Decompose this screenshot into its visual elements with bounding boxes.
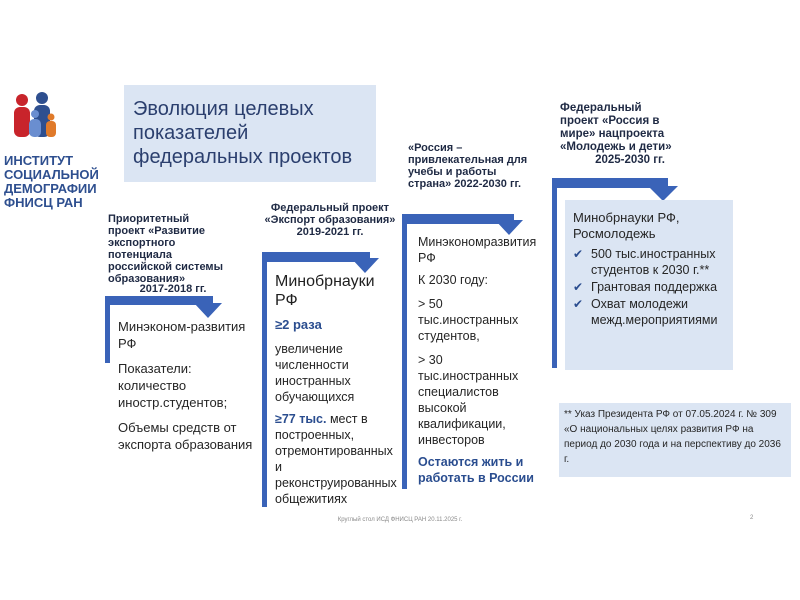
check-icon: ✔ [573, 280, 584, 294]
page-title: Эволюция целевых показателей федеральных проектов [133, 98, 353, 168]
footer-text: Круглый стол ИСД ФНИСЦ РАН 20.11.2025 г. [337, 517, 463, 523]
step4-org: Минобрнауки РФ, Росмолодежь [573, 210, 680, 241]
step2-places-value: ≥77 тыс. [275, 412, 327, 426]
step3-header-line: привлекательная для [408, 154, 528, 166]
step1-header-line: Приоритетный [108, 213, 190, 225]
step3-students: > 50 тыс.иностранных студентов, [418, 297, 519, 343]
list-item [573, 246, 733, 278]
step-arrow-3 [402, 214, 523, 235]
step4-header [560, 102, 700, 167]
step3-header-line: учебы и работы [408, 166, 497, 178]
step2-growth-text: увеличение численности иностранных обучающихся [275, 342, 355, 404]
step4-header-line: Федеральный [560, 102, 642, 114]
step1-header-line: образования» [108, 273, 186, 285]
step4-body [573, 210, 733, 329]
step1-header-line: российской системы [108, 261, 223, 273]
step2-period: 2019-2021 гг. [296, 226, 364, 238]
step1-body [118, 318, 253, 453]
check-icon: ✔ [573, 247, 584, 261]
step2-places-text: мест в построенных, отремонтированных и реконструированных общежитиях [275, 412, 397, 506]
list-item-text: Охват молодежи межд.мероприятиями [591, 297, 718, 327]
step4-period: 2025-2030 гг. [595, 154, 665, 166]
check-icon: ✔ [573, 297, 584, 311]
footnote: ** Указ Президента РФ от 07.05.2024 г. № 309 «О национальных целях развития РФ на период до 2030 года и на перспективу до 2036 г. [564, 409, 781, 465]
step4-header-line: «Молодежь и дети» [560, 141, 672, 153]
page-number: 2 [750, 515, 754, 521]
step1-header-line: экспортного [108, 237, 176, 249]
step2-header [255, 202, 405, 238]
step1-header-line: проект «Развитие [108, 225, 205, 237]
step3-header [408, 142, 548, 190]
step2-body [275, 272, 397, 507]
step4-header-line: мире» нацпроекта [560, 128, 665, 140]
step-arrow-4 [552, 178, 678, 201]
step1-indicators: Показатели: количество иностр.студентов; [118, 361, 228, 410]
step3-by2030: К 2030 году: [418, 273, 489, 287]
step4-header-line: проект «Россия в [560, 115, 660, 127]
step3-stay: Остаются жить и работать в России [418, 455, 534, 485]
step2-growth-value: ≥2 раза [275, 317, 322, 332]
step1-period: 2017-2018 гг. [139, 283, 207, 295]
list-item [573, 296, 733, 328]
step1-org: Минэконом-развития РФ [118, 319, 246, 351]
step1-header-line: потенциала [108, 249, 172, 261]
step4-list [573, 246, 733, 328]
step2-header-line: «Экспорт образования» [264, 214, 396, 226]
step1-header [108, 213, 248, 285]
list-item-text: 500 тыс.иностранных студентов к 2030 г.** [591, 247, 716, 277]
step3-header-line: страна» 2022-2030 гг. [408, 178, 522, 190]
step1-volumes: Объемы средств от экспорта образования [118, 420, 253, 452]
step2-org: Минобрнауки РФ [275, 273, 375, 309]
step2-places [275, 411, 397, 507]
list-item [573, 279, 733, 295]
step-arrow-2 [262, 252, 379, 273]
step3-specialists: > 30 тыс.иностранных специалистов высокой квалификации, инвесторов [418, 353, 519, 447]
step-arrow-1 [105, 296, 222, 318]
logo-text: ИНСТИТУТ СОЦИАЛЬНОЙ ДЕМОГРАФИИ ФНИСЦ РАН [4, 153, 99, 210]
step3-header-line: «Россия – [408, 142, 463, 154]
list-item-text: Грантовая поддержка [591, 280, 718, 294]
step3-org: Минэкономразвития РФ [418, 235, 537, 265]
step2-header-line: Федеральный проект [270, 202, 390, 214]
step3-body [418, 234, 538, 486]
